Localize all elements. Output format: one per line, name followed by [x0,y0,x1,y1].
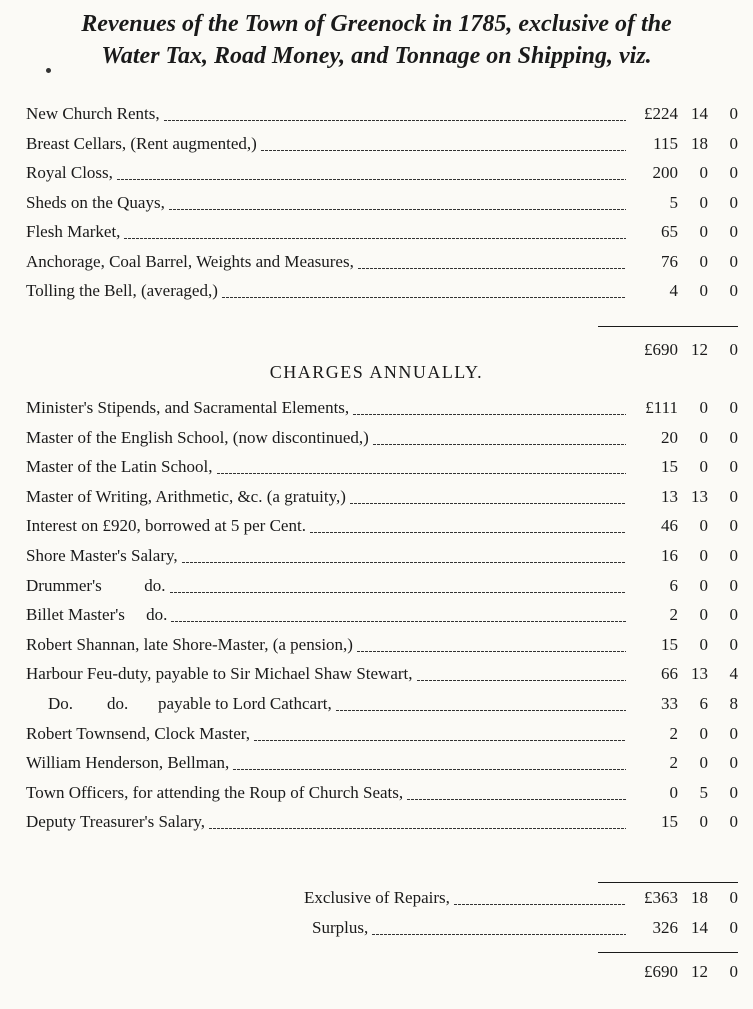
leader-dots [171,618,626,624]
surplus-pounds: 326 [652,918,678,937]
item-pounds: 66 [661,664,678,684]
surplus-row [26,918,738,944]
item-pence: 0 [729,605,738,625]
table-row [26,516,738,542]
item-label: Drummer's do. [26,575,166,595]
table-row [26,457,738,483]
revenue-total-pence: 0 [729,340,738,359]
table-row [26,605,738,631]
item-pounds: 15 [661,634,678,654]
leader-dots [254,737,626,743]
item-shillings: 13 [691,664,708,684]
item-pounds: 0 [669,782,678,802]
repairs-pence: 0 [729,888,738,907]
revenue-total-shillings: 12 [691,340,708,359]
table-row [26,222,738,248]
revenue-total-rule [598,326,738,327]
grand-total-rule [598,952,738,953]
table-row [26,783,738,809]
item-shillings: 0 [699,546,708,565]
item-label: Breast Cellars, (Rent augmented,) [26,133,257,153]
item-pounds: 5 [669,192,678,212]
item-shillings: 13 [691,486,708,506]
item-pence: 0 [729,575,738,595]
table-row [26,252,738,278]
item-shillings: 0 [699,281,708,300]
item-pence: 0 [729,192,738,212]
item-shillings: 0 [699,222,708,241]
item-shillings: 0 [699,251,708,271]
leader-dots [454,901,626,907]
charges-heading: CHARGES ANNUALLY. [269,362,484,382]
item-label: Do. do. payable to Lord Cathcart, [48,694,332,713]
item-pounds: 2 [669,605,678,625]
item-label: Town Officers, for attending the Roup of Church Seats, [26,782,404,802]
item-label: Tolling the Bell, (averaged,) [26,281,218,300]
item-label: Flesh Market, [26,222,121,241]
item-shillings: 0 [699,753,708,773]
table-row [26,163,738,189]
surplus-pence: 0 [729,918,738,937]
page-title [0,8,753,72]
item-label: Billet Master's do. [26,605,168,625]
leader-dots [353,411,626,417]
item-pounds: 200 [652,163,678,182]
leader-dots [336,707,626,713]
table-row [26,104,738,130]
item-label: Robert Shannan, late Shore-Master, (a pension,) [26,634,353,654]
leader-dots [222,294,626,300]
repairs-row [26,888,738,914]
item-pence: 8 [729,694,738,713]
table-row [26,694,738,720]
item-label: New Church Rents, [26,104,160,123]
grand-total-pounds: £690 [644,962,678,981]
item-pence: 0 [729,251,738,271]
item-label: Deputy Treasurer's Salary, [26,812,206,832]
item-shillings: 0 [699,723,708,743]
leader-dots [357,648,626,654]
item-label: Master of the English School, (now discontinued,) [26,427,369,447]
item-pence: 0 [729,133,738,153]
grand-total-pence: 0 [729,962,738,981]
item-pounds: 76 [661,251,678,271]
title-line-2: Water Tax, Road Money, and Tonnage on Shipping, viz. [101,43,652,69]
table-row [26,753,738,779]
item-label: Robert Townsend, Clock Master, [26,723,250,743]
grand-total-row [26,962,738,988]
leader-dots [170,589,626,595]
item-shillings: 5 [699,782,708,802]
item-pence: 0 [729,723,738,743]
leader-dots [124,235,626,241]
item-shillings: 0 [699,516,708,536]
item-pounds: £224 [644,104,678,123]
item-pounds: 6 [669,575,678,595]
item-pence: 0 [729,104,738,123]
leader-dots [417,677,626,683]
table-row [26,428,738,454]
item-shillings: 6 [699,694,708,713]
item-shillings: 0 [699,605,708,625]
item-pence: 0 [729,486,738,506]
item-shillings: 0 [699,398,708,417]
leader-dots [373,441,626,447]
leader-dots [372,931,626,937]
item-pounds: 2 [669,723,678,743]
leader-dots [209,825,626,831]
title-line-1: Revenues of the Town of Greenock in 1785, exclusive of the [81,11,672,37]
table-row [26,635,738,661]
item-shillings: 0 [699,192,708,212]
item-pounds: 20 [661,427,678,447]
leader-dots [358,265,626,271]
item-label: Sheds on the Quays, [26,192,165,212]
item-label: Minister's Stipends, and Sacramental Elements, [26,398,350,417]
item-label: Master of the Latin School, [26,457,213,477]
item-pounds: 15 [661,457,678,477]
item-shillings: 0 [699,457,708,477]
item-pounds: 115 [653,133,678,153]
leader-dots [217,470,627,476]
repairs-pounds: £363 [644,888,678,907]
item-label: Anchorage, Coal Barrel, Weights and Measures, [26,251,354,271]
item-shillings: 18 [691,133,708,153]
table-row [26,812,738,838]
item-pence: 0 [729,634,738,654]
leader-dots [164,117,626,123]
leader-dots [117,176,626,182]
grand-total-shillings: 12 [691,962,708,981]
item-shillings: 0 [699,163,708,182]
leader-dots [233,766,626,772]
repairs-shillings: 18 [691,888,708,907]
item-pounds: 65 [661,222,678,241]
ink-mark [46,68,51,73]
leader-dots [350,500,626,506]
item-pounds: 13 [661,486,678,506]
item-shillings: 0 [699,427,708,447]
item-shillings: 0 [699,812,708,832]
item-pounds: 2 [669,753,678,773]
item-label: Interest on £920, borrowed at 5 per Cent. [26,516,306,536]
item-pence: 0 [729,546,738,565]
leader-dots [169,206,626,212]
item-pounds: £111 [645,398,678,417]
item-pence: 0 [729,782,738,802]
item-pounds: 33 [661,694,678,713]
item-label: Harbour Feu-duty, payable to Sir Michael Shaw Stewart, [26,664,413,684]
charges-total-rule [598,882,738,883]
leader-dots [261,147,626,153]
item-shillings: 0 [699,634,708,654]
item-pounds: 4 [669,281,678,300]
item-pence: 0 [729,457,738,477]
table-row [26,281,738,307]
item-label: Shore Master's Salary, [26,546,178,565]
item-label: Royal Closs, [26,163,113,182]
surplus-shillings: 14 [691,918,708,937]
table-row [26,193,738,219]
item-pence: 0 [729,753,738,773]
table-row [26,398,738,424]
item-pounds: 46 [661,516,678,536]
table-row [26,487,738,513]
item-pence: 0 [729,516,738,536]
leader-dots [407,796,626,802]
item-pence: 4 [729,664,738,684]
item-pence: 0 [729,163,738,182]
item-shillings: 0 [699,575,708,595]
table-row [26,546,738,572]
item-pounds: 16 [661,546,678,565]
table-row [26,576,738,602]
repairs-label: Exclusive of Repairs, [304,888,450,907]
item-pence: 0 [729,222,738,241]
item-pence: 0 [729,281,738,300]
table-row [26,134,738,160]
revenue-total-pounds: £690 [644,340,678,359]
leader-dots [182,559,626,565]
item-label: Master of Writing, Arithmetic, &c. (a gratuity,) [26,486,346,506]
surplus-label: Surplus, [312,918,369,937]
table-row [26,664,738,690]
leader-dots [310,529,626,535]
item-pence: 0 [729,398,738,417]
item-pence: 0 [729,812,738,832]
table-row [26,724,738,750]
item-label: William Henderson, Bellman, [26,753,230,773]
item-shillings: 14 [691,104,708,123]
item-pence: 0 [729,427,738,447]
item-pounds: 15 [661,812,678,832]
